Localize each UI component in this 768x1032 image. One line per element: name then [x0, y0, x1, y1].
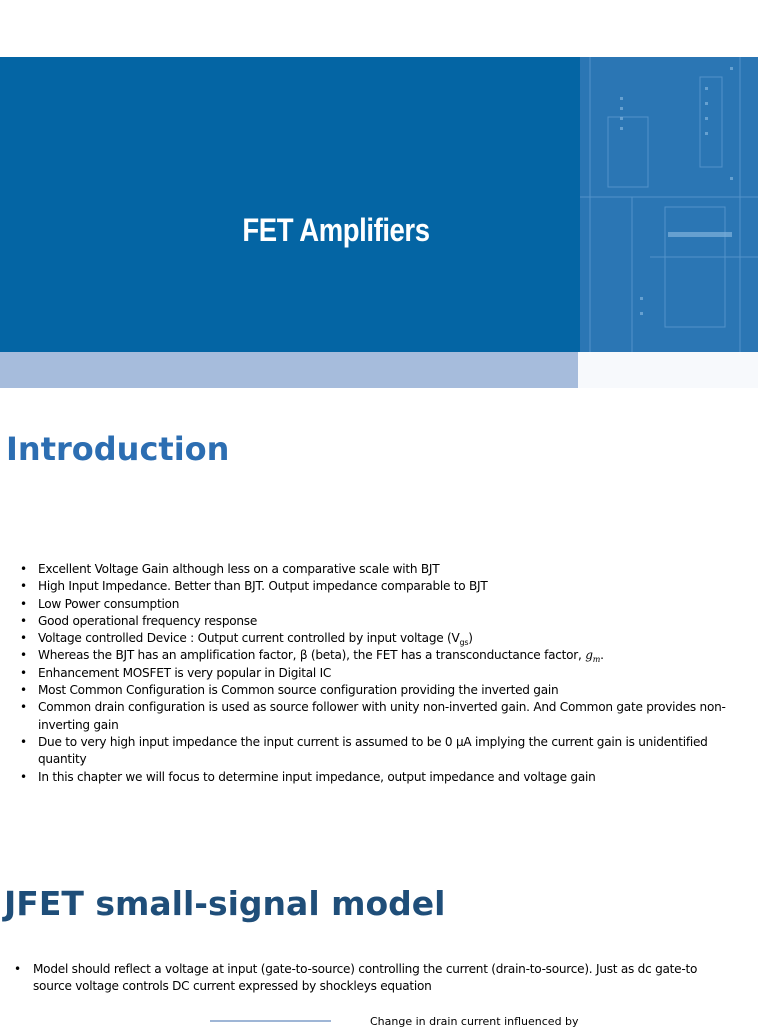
bullet-item: • Good operational frequency response: [20, 613, 740, 630]
bullet-item: • Due to very high input impedance the input current is assumed to be 0 µA implying the current gain is unidentified quantity: [20, 734, 740, 769]
introduction-bullet-list: [20, 561, 740, 786]
title-banner: [0, 57, 758, 352]
drain-current-note: Change in drain current influenced by: [370, 1015, 579, 1028]
presentation-title: FET Amplifiers: [242, 212, 430, 248]
bullet-item: • High Input Impedance. Better than BJT. Output impedance comparable to BJT: [20, 578, 740, 595]
bullet-item: • Excellent Voltage Gain although less on a comparative scale with BJT: [20, 561, 740, 578]
circuit-board-image: [580, 57, 758, 352]
jfet-bullet-list: [14, 961, 734, 996]
bullet-item: • Whereas the BJT has an amplification factor, β (beta), the FET has a transconductance factor, $g_m$.: [20, 647, 740, 664]
accent-band: [0, 352, 578, 388]
accent-band-light: [578, 352, 758, 388]
bullet-item: • Model should reflect a voltage at input (gate-to-source) controlling the current (drain-to-source). Just as dc gate-to source voltage controls DC current expressed by shockleys equation: [14, 961, 734, 996]
bullet-item: • In this chapter we will focus to determine input impedance, output impedance and voltage gain: [20, 769, 740, 786]
bullet-item: • Enhancement MOSFET is very popular in Digital IC: [20, 665, 740, 682]
jfet-model-heading: JFET small-signal model: [4, 884, 446, 923]
introduction-heading: Introduction: [6, 430, 230, 468]
bullet-item: • Most Common Configuration is Common source configuration providing the inverted gain: [20, 682, 740, 699]
bullet-item: • Voltage controlled Device : Output current controlled by input voltage $(V_{gs})$: [20, 630, 740, 647]
bullet-item: • Low Power consumption: [20, 596, 740, 613]
bullet-item: • Common drain configuration is used as source follower with unity non-inverted gain. And Common gate provides non-inverting gain: [20, 699, 740, 734]
equation-figure: [210, 1020, 331, 1032]
